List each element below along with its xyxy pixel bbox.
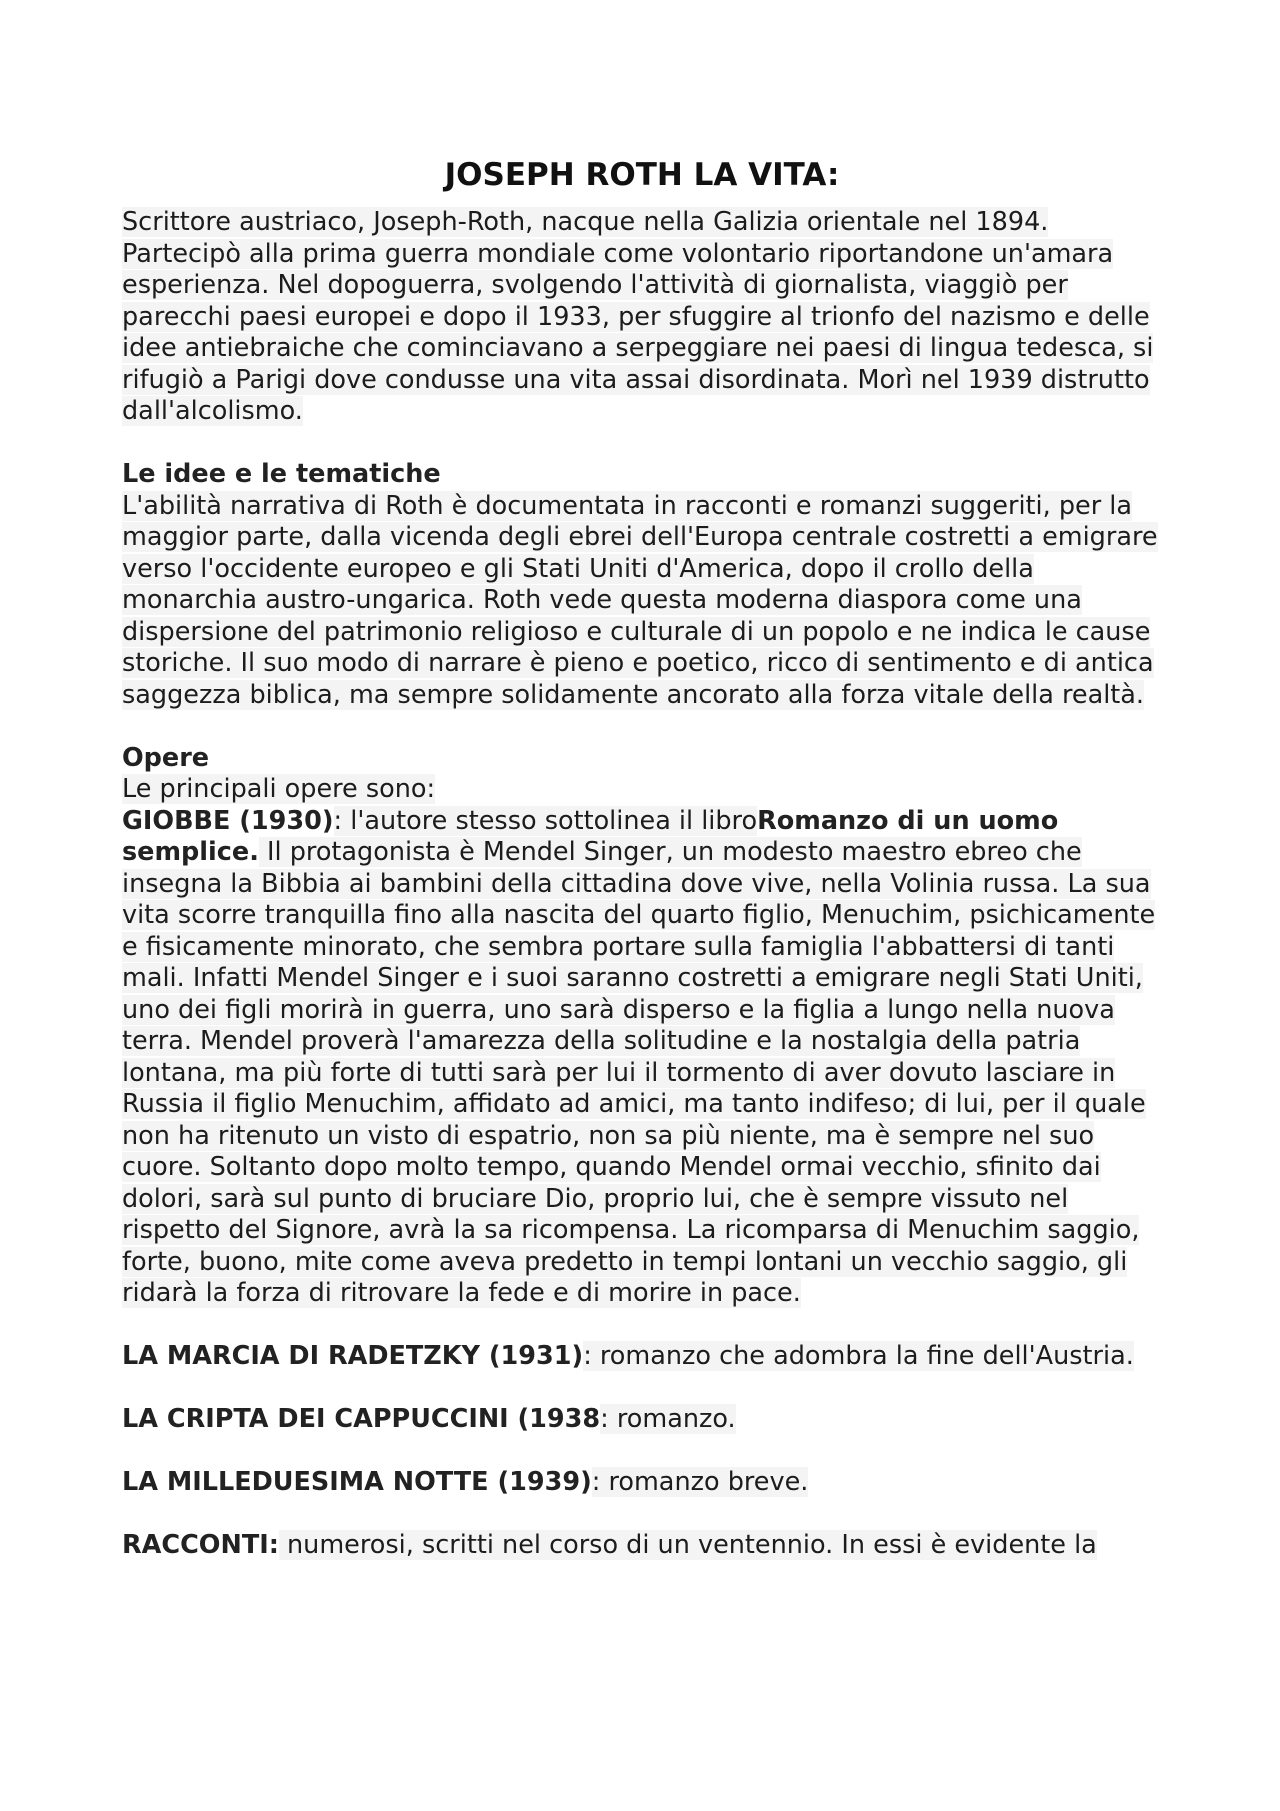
biography-paragraph: [122, 207, 1162, 428]
biography-text: Scrittore austriaco, Joseph-Roth, nacque nella Galizia orientale nel 1894. Partecipò alla prima guerra mondiale come volontario riportandone un'amara esperienza. Nel dopoguerra, svolgendo l'attività di giornalista, viaggiò per parecchi paesi europei e dopo il 1933, per sfuggire al trionfo del nazismo e delle idee antiebraiche che cominciavano a serpeggiare nei paesi di lingua tedesca, si rifugiò a Parigi dove condusse una vita assai disordinata. Morì nel 1939 distrutto dall'alcolismo.: [122, 207, 1154, 426]
work-notte: [122, 1467, 1162, 1499]
work-notte-title: LA MILLEDUESIMA NOTTE (1939): [122, 1467, 592, 1497]
work-radetzky-title: LA MARCIA DI RADETZKY (1931): [122, 1341, 584, 1371]
work-cripta-title: LA CRIPTA DEI CAPPUCCINI (1938: [122, 1404, 601, 1434]
works-heading: Opere: [122, 742, 210, 773]
work-giobbe: [122, 806, 1162, 1310]
work-giobbe-title: GIOBBE (1930): [122, 805, 334, 836]
work-racconti: [122, 1530, 1162, 1562]
work-cripta: [122, 1404, 1162, 1436]
themes-section: [122, 459, 1162, 711]
work-racconti-title: RACCONTI:: [122, 1530, 279, 1560]
works-intro: Le principali opere sono:: [122, 774, 436, 804]
work-radetzky-text: : romanzo che adombra la fine dell'Austria.: [583, 1341, 1134, 1371]
themes-heading: Le idee e le tematiche: [122, 459, 441, 489]
work-notte-text: : romanzo breve.: [591, 1467, 809, 1497]
page-title: JOSEPH ROTH LA VITA:: [444, 157, 840, 193]
work-racconti-text: numerosi, scritti nel corso di un ventennio. In essi è evidente la: [278, 1530, 1097, 1560]
document-page: [122, 155, 1162, 1593]
work-radetzky: [122, 1341, 1162, 1373]
work-giobbe-lead: : l'autore stesso sottolinea il libro: [333, 805, 758, 836]
work-cripta-text: : romanzo.: [600, 1404, 736, 1434]
work-giobbe-subtitle: Romanzo di un uomo semplice.: [122, 805, 1059, 867]
work-giobbe-text: Il protagonista è Mendel Singer, un modesto maestro ebreo che insegna la Bibbia ai bambini della cittadina dove vive, nella Volinia russa. La sua vita scorre tranquilla fino alla nascita del quarto figlio, Menuchim, psichicamente e fisicamente minorato, che sembra portare sulla famiglia l'abbattersi di tanti mali. Infatti Mendel Singer e i suoi saranno costretti a emigrare negli Stati Uniti, uno dei figli morirà in guerra, uno sarà disperso e la figlia a lungo nella nuova terra. Mendel proverà l'amarezza della solitudine e la nostalgia della patria lontana, ma più forte di tutti sarà per lui il tormento di aver dovuto lasciare in Russia il figlio Menuchim, affidato ad amici, ma tanto indifeso; di lui, per il quale non ha ritenuto un visto di espatrio, non sa più niente, ma è sempre nel suo cuore. Soltanto dopo molto tempo, quando Mendel ormai vecchio, sfinito dai dolori, sarà sul punto di bruciare Dio, proprio lui, che è sempre vissuto nel rispetto del Signore, avrà la sa ricompensa. La ricomparsa di Menuchim saggio, forte, buono, mite come aveva predetto in tempi lontani un vecchio saggio, gli ridarà la forza di ritrovare la fede e di morire in pace.: [122, 837, 1156, 1308]
works-section: [122, 743, 1162, 1310]
themes-text: L'abilità narrativa di Roth è documentata in racconti e romanzi suggeriti, per la maggior parte, dalla vicenda degli ebrei dell'Europa centrale costretti a emigrare verso l'occidente europeo e gli Stati Uniti d'America, dopo il crollo della monarchia austro-ungarica. Roth vede questa moderna diaspora come una dispersione del patrimonio religioso e culturale di un popolo e ne indica le cause storiche. Il suo modo di narrare è pieno e poetico, ricco di sentimento e di antica saggezza biblica, ma sempre solidamente ancorato alla forza vitale della realtà.: [122, 490, 1158, 710]
